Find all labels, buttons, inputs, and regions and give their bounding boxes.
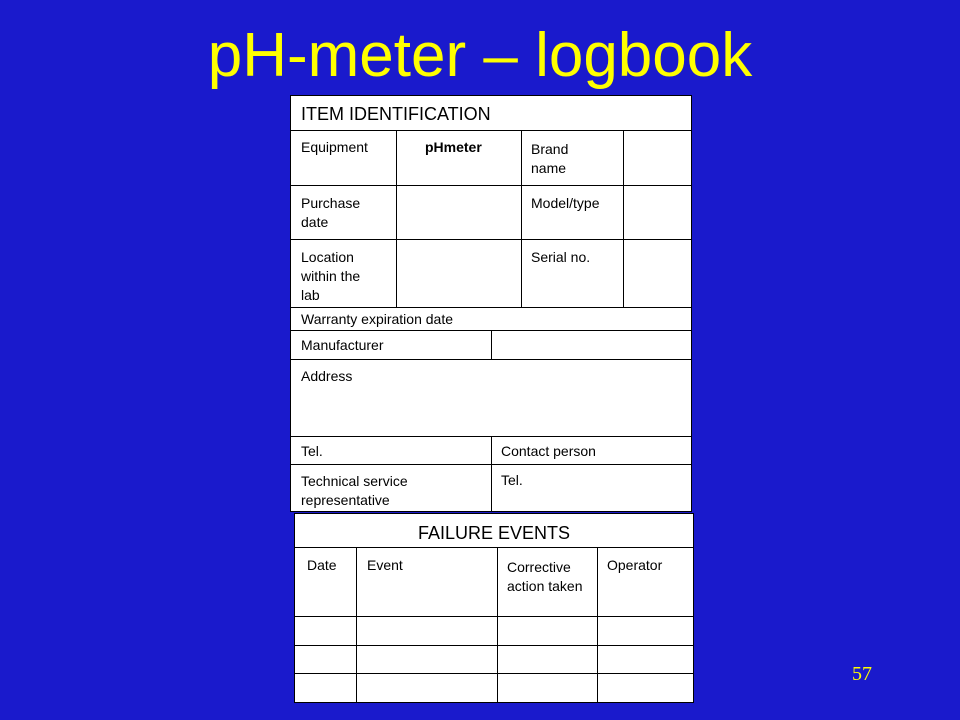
item-identification-table (290, 95, 692, 512)
failure-events-table (294, 513, 694, 703)
purchase-date-label: Purchase date (301, 195, 361, 230)
model-type-label: Model/type (531, 195, 600, 211)
location-label: Location within the lab (301, 249, 361, 303)
column-date: Date (307, 557, 337, 573)
item-identification-header: ITEM IDENTIFICATION (301, 104, 491, 124)
tel-label: Tel. (301, 443, 323, 459)
column-operator: Operator (607, 557, 663, 573)
column-corrective-action: Corrective action taken (507, 559, 583, 594)
brand-name-label: Brand name (531, 141, 569, 176)
technical-service-label: Technical service representative (301, 473, 408, 508)
contact-person-label: Contact person (501, 443, 596, 459)
warranty-label: Warranty expiration date (301, 311, 453, 327)
serial-no-label: Serial no. (531, 249, 591, 265)
manufacturer-label: Manufacturer (301, 337, 384, 353)
slide-number: 57 (852, 663, 872, 685)
slide-title: pH-meter – logbook (207, 21, 753, 90)
equipment-label: Equipment (301, 139, 368, 155)
failure-events-header: FAILURE EVENTS (417, 523, 571, 543)
column-event: Event (367, 557, 403, 573)
technical-service-tel-label: Tel. (501, 472, 523, 488)
equipment-value: pHmeter (425, 139, 482, 155)
address-label: Address (301, 368, 353, 384)
